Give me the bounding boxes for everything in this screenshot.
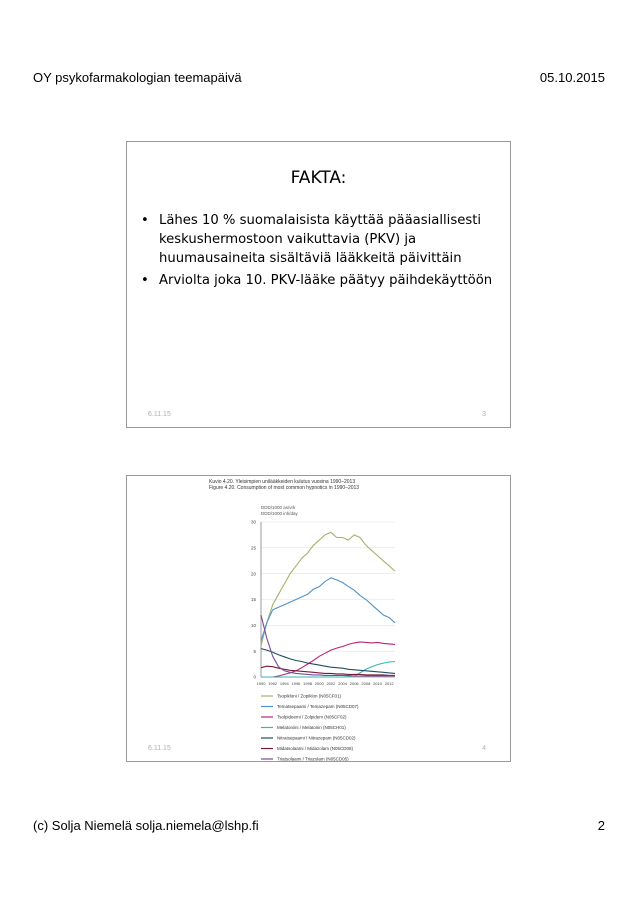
bullet-text: Lähes 10 % suomalaisista käyttää pääasiallisesti keskushermostoon vaikuttavia (PKV) ja huumausaineita sisältäviä lääkkeitä päivittäin xyxy=(159,213,482,266)
bullet-text: Arviolta joka 10. PKV-lääke päätyy päihdekäyttöön xyxy=(159,273,493,288)
legend-label: Triatsolaami / Triazolam (N05CD05) xyxy=(277,756,349,761)
x-tick-label: 2008 xyxy=(361,681,371,686)
series-line xyxy=(261,666,395,675)
chart-svg xyxy=(127,476,510,761)
legend-label: Tematsepaami / Temazepam (N05CD07) xyxy=(277,704,359,710)
chart-title-fi: Kuvio 4.20. Yleisimpien unilääkkeiden kulutus vuosina 1990–2013 xyxy=(209,479,356,485)
page-number: 2 xyxy=(597,818,605,833)
x-tick-label: 2000 xyxy=(314,681,324,686)
x-tick-label: 1992 xyxy=(268,681,278,686)
legend-label: Midatsolaami / Midazolam (N05CD08) xyxy=(277,746,354,752)
bullet-item xyxy=(139,211,499,268)
slide-title: FAKTA: xyxy=(290,168,347,188)
y-tick-label: 30 xyxy=(250,519,256,525)
x-tick-label: 2002 xyxy=(326,681,336,686)
x-tick-label: 2006 xyxy=(349,681,359,686)
unit-label: DDD/1000 inh/day xyxy=(261,511,298,516)
y-tick-label: 20 xyxy=(250,571,256,577)
series-line xyxy=(261,649,395,674)
x-tick-label: 2004 xyxy=(338,681,348,686)
legend-label: Melatoniini / Melatonin (N05CH01) xyxy=(277,725,346,731)
y-tick-label: 5 xyxy=(253,648,256,654)
unit-label: DDD/1000 as/vrk xyxy=(261,505,296,510)
legend-label: Tsolpideemi / Zolpidem (N05CF02) xyxy=(277,714,347,720)
slide-date: 6.11.15 xyxy=(148,745,171,752)
x-tick-label: 1996 xyxy=(291,681,301,686)
y-tick-label: 25 xyxy=(250,545,256,551)
slide-number: 4 xyxy=(482,745,486,752)
bullet-list xyxy=(139,211,499,293)
slide-number: 3 xyxy=(482,411,486,418)
x-tick-label: 1994 xyxy=(279,681,289,686)
bullet-item xyxy=(139,271,499,290)
legend-label: Nitratsepaami / Nitrazepam (N05CD02) xyxy=(277,735,356,741)
y-tick-label: 15 xyxy=(250,597,256,603)
chart-title-en: Figure 4.20. Consumption of most common hypnotics in 1990–2013 xyxy=(209,485,360,491)
y-tick-label: 10 xyxy=(250,622,256,628)
slide-date: 6.11.15 xyxy=(148,411,171,418)
legend-label: Tsopikloni / Zopiklon (N05CF01) xyxy=(277,693,342,699)
y-tick-label: 0 xyxy=(253,674,256,680)
footer-author: (c) Solja Niemelä solja.niemela@lshp.fi xyxy=(33,818,259,833)
x-tick-label: 2010 xyxy=(373,681,382,686)
slide-fakta xyxy=(126,141,511,428)
slide-chart xyxy=(126,475,511,762)
x-tick-label: 1990 xyxy=(256,681,266,686)
x-tick-label: 1998 xyxy=(303,681,313,686)
bullet-dot-icon: • xyxy=(141,213,149,228)
series-line xyxy=(261,532,395,646)
header-date: 05.10.2015 xyxy=(539,70,605,85)
header-title: OY psykofarmakologian teemapäivä xyxy=(33,70,242,85)
series-line xyxy=(261,578,395,641)
x-tick-label: 2012 xyxy=(384,681,394,686)
bullet-dot-icon: • xyxy=(141,273,149,288)
